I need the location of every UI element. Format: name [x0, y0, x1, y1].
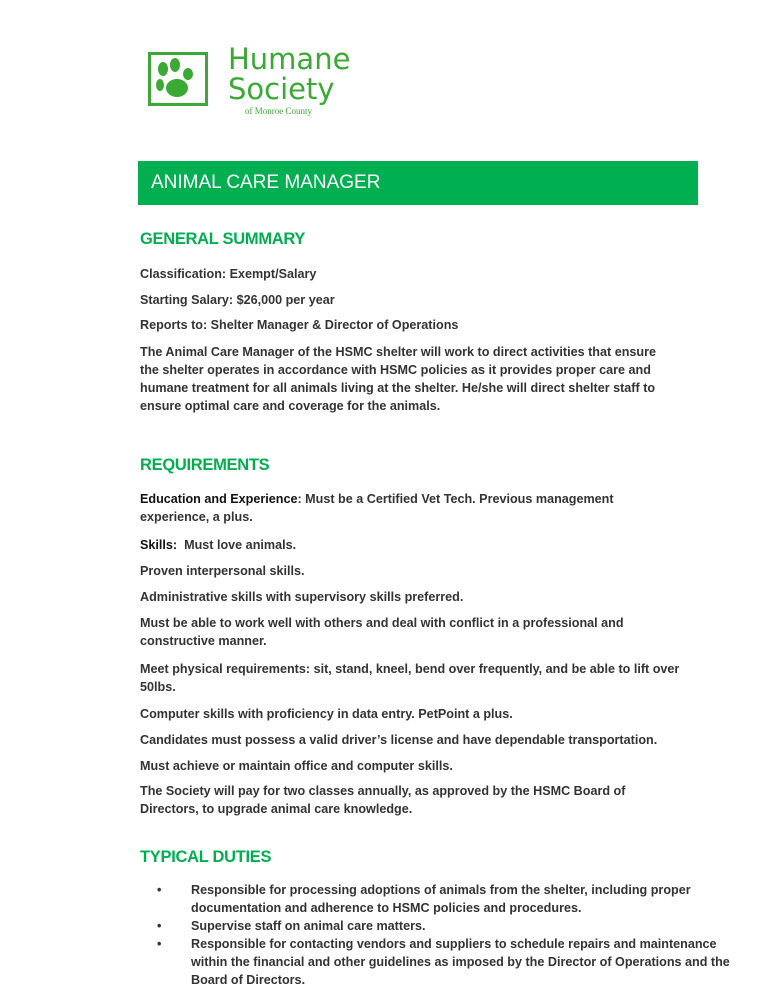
- requirement-item: Proven interpersonal skills.: [140, 564, 305, 578]
- list-item: [157, 881, 731, 917]
- paw-print-icon: [148, 52, 208, 106]
- list-item: [157, 935, 731, 989]
- education-text: : Must be a Certified Vet Tech. Previous management experience, a plus.: [140, 492, 614, 524]
- typical-duties-heading: TYPICAL DUTIES: [140, 848, 272, 866]
- logo-text-county: of Monroe County: [245, 106, 312, 116]
- skills-text: Must love animals.: [177, 538, 297, 552]
- logo-text-humane: Humane: [228, 42, 351, 76]
- duty-text: Responsible for contacting vendors and suppliers to schedule repairs and maintenance within the financial and other guidelines as imposed by the Director of Operations and the Board of Directors.: [191, 937, 730, 987]
- summary-description: The Animal Care Manager of the HSMC shelter will work to direct activities that ensure the shelter operates in accordance with HSMC policies as it provides proper care and humane treatment for all animals living at the shelter. He/she will direct shelter staff to ensure optimal care and coverage for the animals.: [140, 345, 656, 413]
- skills-requirement: [140, 536, 680, 554]
- requirement-item: Meet physical requirements: sit, stand, kneel, bend over frequently, and be able to lift over 50lbs.: [140, 662, 680, 694]
- bullet-icon: •: [157, 919, 162, 933]
- classification: Classification: Exempt/Salary: [140, 267, 317, 281]
- skills-label: Skills:: [140, 538, 178, 552]
- requirements-heading: REQUIREMENTS: [140, 456, 270, 474]
- requirement-item: Administrative skills with supervisory skills preferred.: [140, 590, 464, 604]
- page-title: ANIMAL CARE MANAGER: [138, 161, 698, 205]
- requirement-item: Candidates must possess a valid driver’s license and have dependable transportation.: [140, 733, 658, 747]
- bullet-icon: •: [157, 937, 162, 951]
- bullet-icon: •: [157, 883, 162, 897]
- requirement-item: Computer skills with proficiency in data entry. PetPoint a plus.: [140, 707, 513, 721]
- education-requirement: [140, 490, 680, 526]
- starting-salary: Starting Salary: $26,000 per year: [140, 293, 335, 307]
- reports-to: Reports to: Shelter Manager & Director of Operations: [140, 318, 459, 332]
- logo-text-society: Society: [228, 72, 335, 106]
- duty-text: Supervise staff on animal care matters.: [191, 919, 426, 933]
- general-summary-heading: GENERAL SUMMARY: [140, 230, 306, 248]
- duties-list: [140, 881, 731, 989]
- requirement-item: Must be able to work well with others and deal with conflict in a professional and constructive manner.: [140, 616, 624, 648]
- education-label: Education and Experience: [140, 492, 298, 506]
- requirement-item: Must achieve or maintain office and computer skills.: [140, 759, 453, 773]
- requirement-item: The Society will pay for two classes annually, as approved by the HSMC Board of Directors, to upgrade animal care knowledge.: [140, 784, 626, 816]
- list-item: [157, 917, 731, 935]
- duty-text: Responsible for processing adoptions of animals from the shelter, including proper documentation and adherence to HSMC policies and procedures.: [191, 883, 691, 915]
